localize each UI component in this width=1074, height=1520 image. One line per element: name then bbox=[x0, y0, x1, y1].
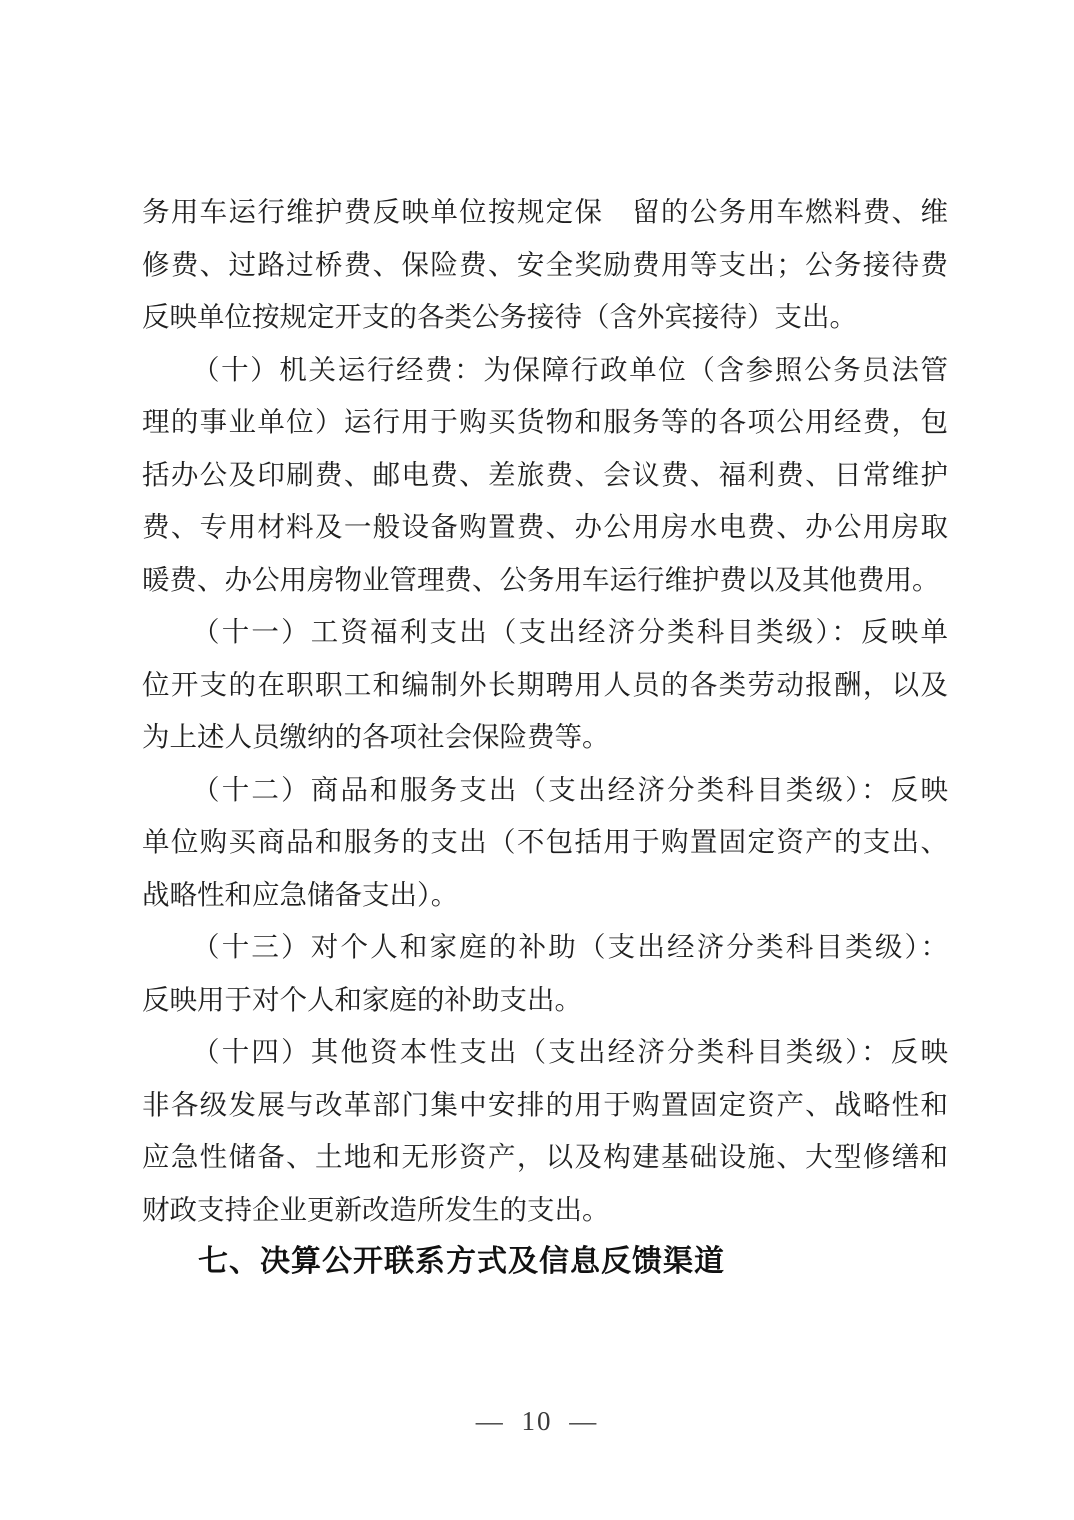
text-line: （十一）工资福利支出（支出经济分类科目类级）：反映单 bbox=[192, 616, 948, 647]
text-line: （十三）对个人和家庭的补助（支出经济分类科目类级）： bbox=[192, 931, 948, 962]
text-line: 位开支的在职职工和编制外长期聘用人员的各类劳动报酬，以及 bbox=[142, 668, 948, 700]
text-line: 战略性和应急储备支出）。 bbox=[142, 878, 459, 910]
text-line: 非各级发展与改革部门集中安排的用于购置固定资产、战略性和 bbox=[142, 1088, 948, 1120]
text-line: （十）机关运行经费：为保障行政单位（含参照公务员法管 bbox=[192, 353, 948, 385]
text-line: （十二）商品和服务支出（支出经济分类科目类级）：反映 bbox=[192, 773, 948, 805]
page-footer bbox=[0, 1406, 1074, 1437]
text-line: 财政支持企业更新改造所发生的支出。 bbox=[142, 1193, 610, 1225]
text-line: （十四）其他资本性支出（支出经济分类科目类级）：反映 bbox=[192, 1036, 948, 1067]
text-line: 理的事业单位）运行用于购买货物和服务等的各项公用经费，包 bbox=[142, 406, 948, 437]
document-body bbox=[142, 186, 948, 1289]
text-line: 反映用于对个人和家庭的补助支出。 bbox=[142, 983, 582, 1015]
text-line: 暖费、办公用房物业管理费、公务用车运行维护费以及其他费用。 bbox=[142, 563, 940, 595]
text-line: 反映单位按规定开支的各类公务接待（含外宾接待）支出。 bbox=[142, 301, 857, 332]
text-line: 修费、过路过桥费、保险费、安全奖励费用等支出；公务接待费 bbox=[142, 248, 948, 280]
text-line: 务用车运行维护费反映单位按规定保 留的公务用车燃料费、维 bbox=[142, 196, 948, 227]
text-line: 为上述人员缴纳的各项社会保险费等。 bbox=[142, 721, 610, 752]
section-heading: 七、决算公开联系方式及信息反馈渠道 bbox=[198, 1245, 725, 1278]
text-line: 单位购买商品和服务的支出（不包括用于购置固定资产的支出、 bbox=[142, 826, 948, 857]
text-line: 费、专用材料及一般设备购置费、办公用房水电费、办公用房取 bbox=[142, 511, 948, 542]
page-number: — 10 — bbox=[475, 1406, 599, 1436]
text-line: 应急性储备、土地和无形资产，以及构建基础设施、大型修缮和 bbox=[142, 1141, 948, 1172]
text-line: 括办公及印刷费、邮电费、差旅费、会议费、福利费、日常维护 bbox=[142, 458, 948, 490]
